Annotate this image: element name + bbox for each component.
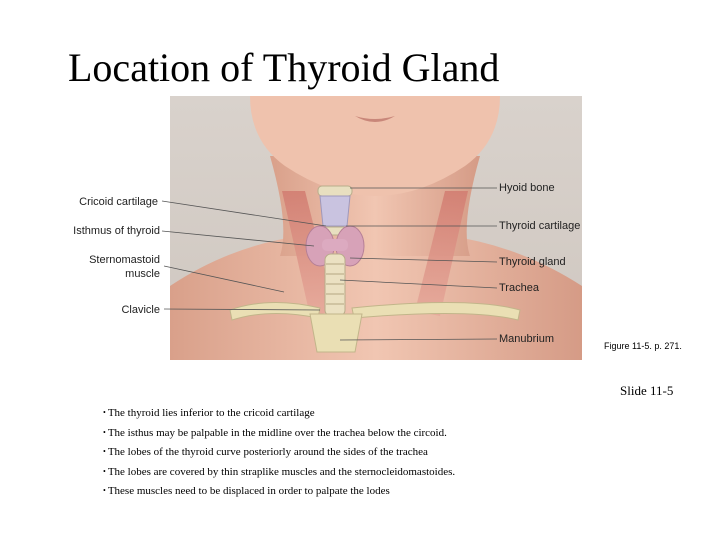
label-thyroid-gland: Thyroid gland — [499, 256, 566, 268]
bullet-item: • The lobes are covered by thin straplike muscles and the sternocleidomastoides. — [103, 463, 523, 483]
label-hyoid-bone: Hyoid bone — [499, 182, 555, 194]
bullet-item: • The isthus may be palpable in the midline over the trachea below the circoid. — [103, 424, 523, 444]
bullet-item: • The thyroid lies inferior to the cricoid cartilage — [103, 404, 523, 424]
label-isthmus-of-thyroid: Isthmus of thyroid — [73, 225, 160, 237]
slide-title: Location of Thyroid Gland — [68, 45, 500, 90]
bullet-list — [103, 404, 523, 502]
label-sternomastoid: Sternomastoid — [89, 254, 160, 266]
label-thyroid-cartilage: Thyroid cartilage — [499, 220, 581, 232]
figure-caption: Figure 11-5. p. 271. — [604, 341, 682, 351]
label-clavicle: Clavicle — [121, 304, 160, 316]
bullet-item: • The lobes of the thyroid curve posteriorly around the sides of the trachea — [103, 443, 523, 463]
label-cricoid-cartilage: Cricoid cartilage — [79, 196, 158, 208]
slide-number: Slide 11-5 — [620, 383, 674, 398]
bullet-item: • These muscles need to be displaced in order to palpate the lodes — [103, 482, 523, 502]
label-trachea: Trachea — [499, 282, 539, 294]
label-manubrium: Manubrium — [499, 333, 555, 345]
label-sternomastoid-muscle: muscle — [125, 268, 160, 280]
